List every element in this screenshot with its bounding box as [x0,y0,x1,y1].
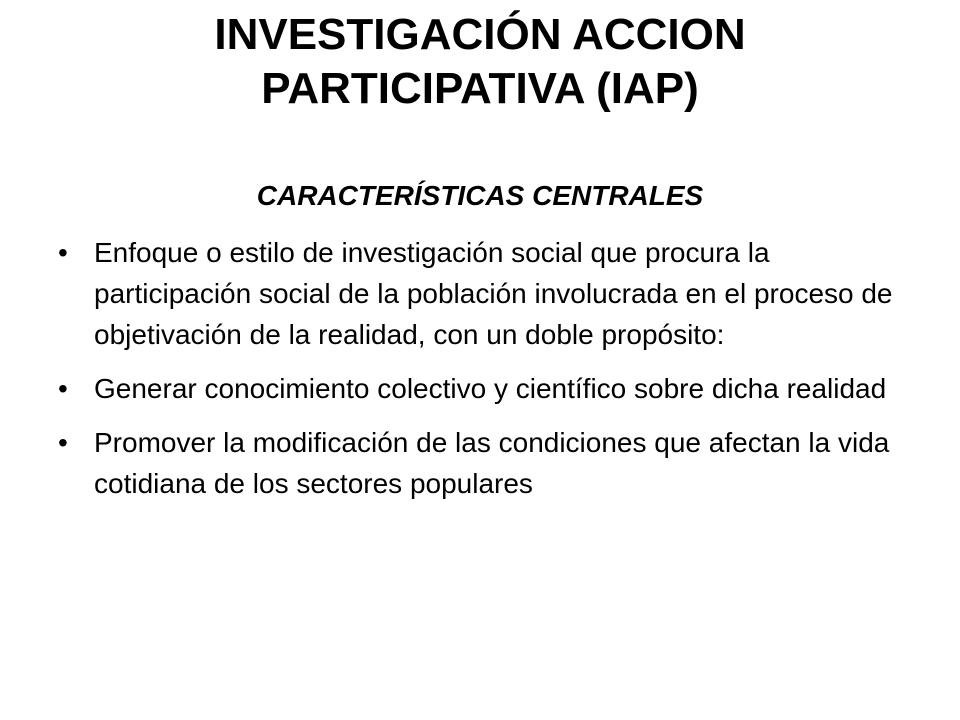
bullet-list [58,232,898,517]
bullet-text: Generar conocimiento colectivo y científico sobre dicha realidad [94,373,887,404]
bullet-text: Promover la modificación de las condiciones que afectan la vida cotidiana de los sectores populares [94,427,890,499]
bullet-item [58,422,898,504]
bullet-dot-icon: • [58,427,68,458]
bullet-dot-icon: • [58,373,68,404]
slide-title [80,8,880,116]
bullet-item [58,232,898,355]
slide-title-line-2: PARTICIPATIVA (IAP) [261,64,699,113]
slide-subtitle: CARACTERÍSTICAS CENTRALES [256,180,704,211]
bullet-dot-icon: • [58,237,68,268]
slide-title-line-1: INVESTIGACIÓN ACCION [214,10,746,59]
bullet-text: Enfoque o estilo de investigación social que procura la participación social de la población involucrada en el proceso de objetivación de la realidad, con un doble propósito: [94,237,893,350]
bullet-item [58,368,898,409]
